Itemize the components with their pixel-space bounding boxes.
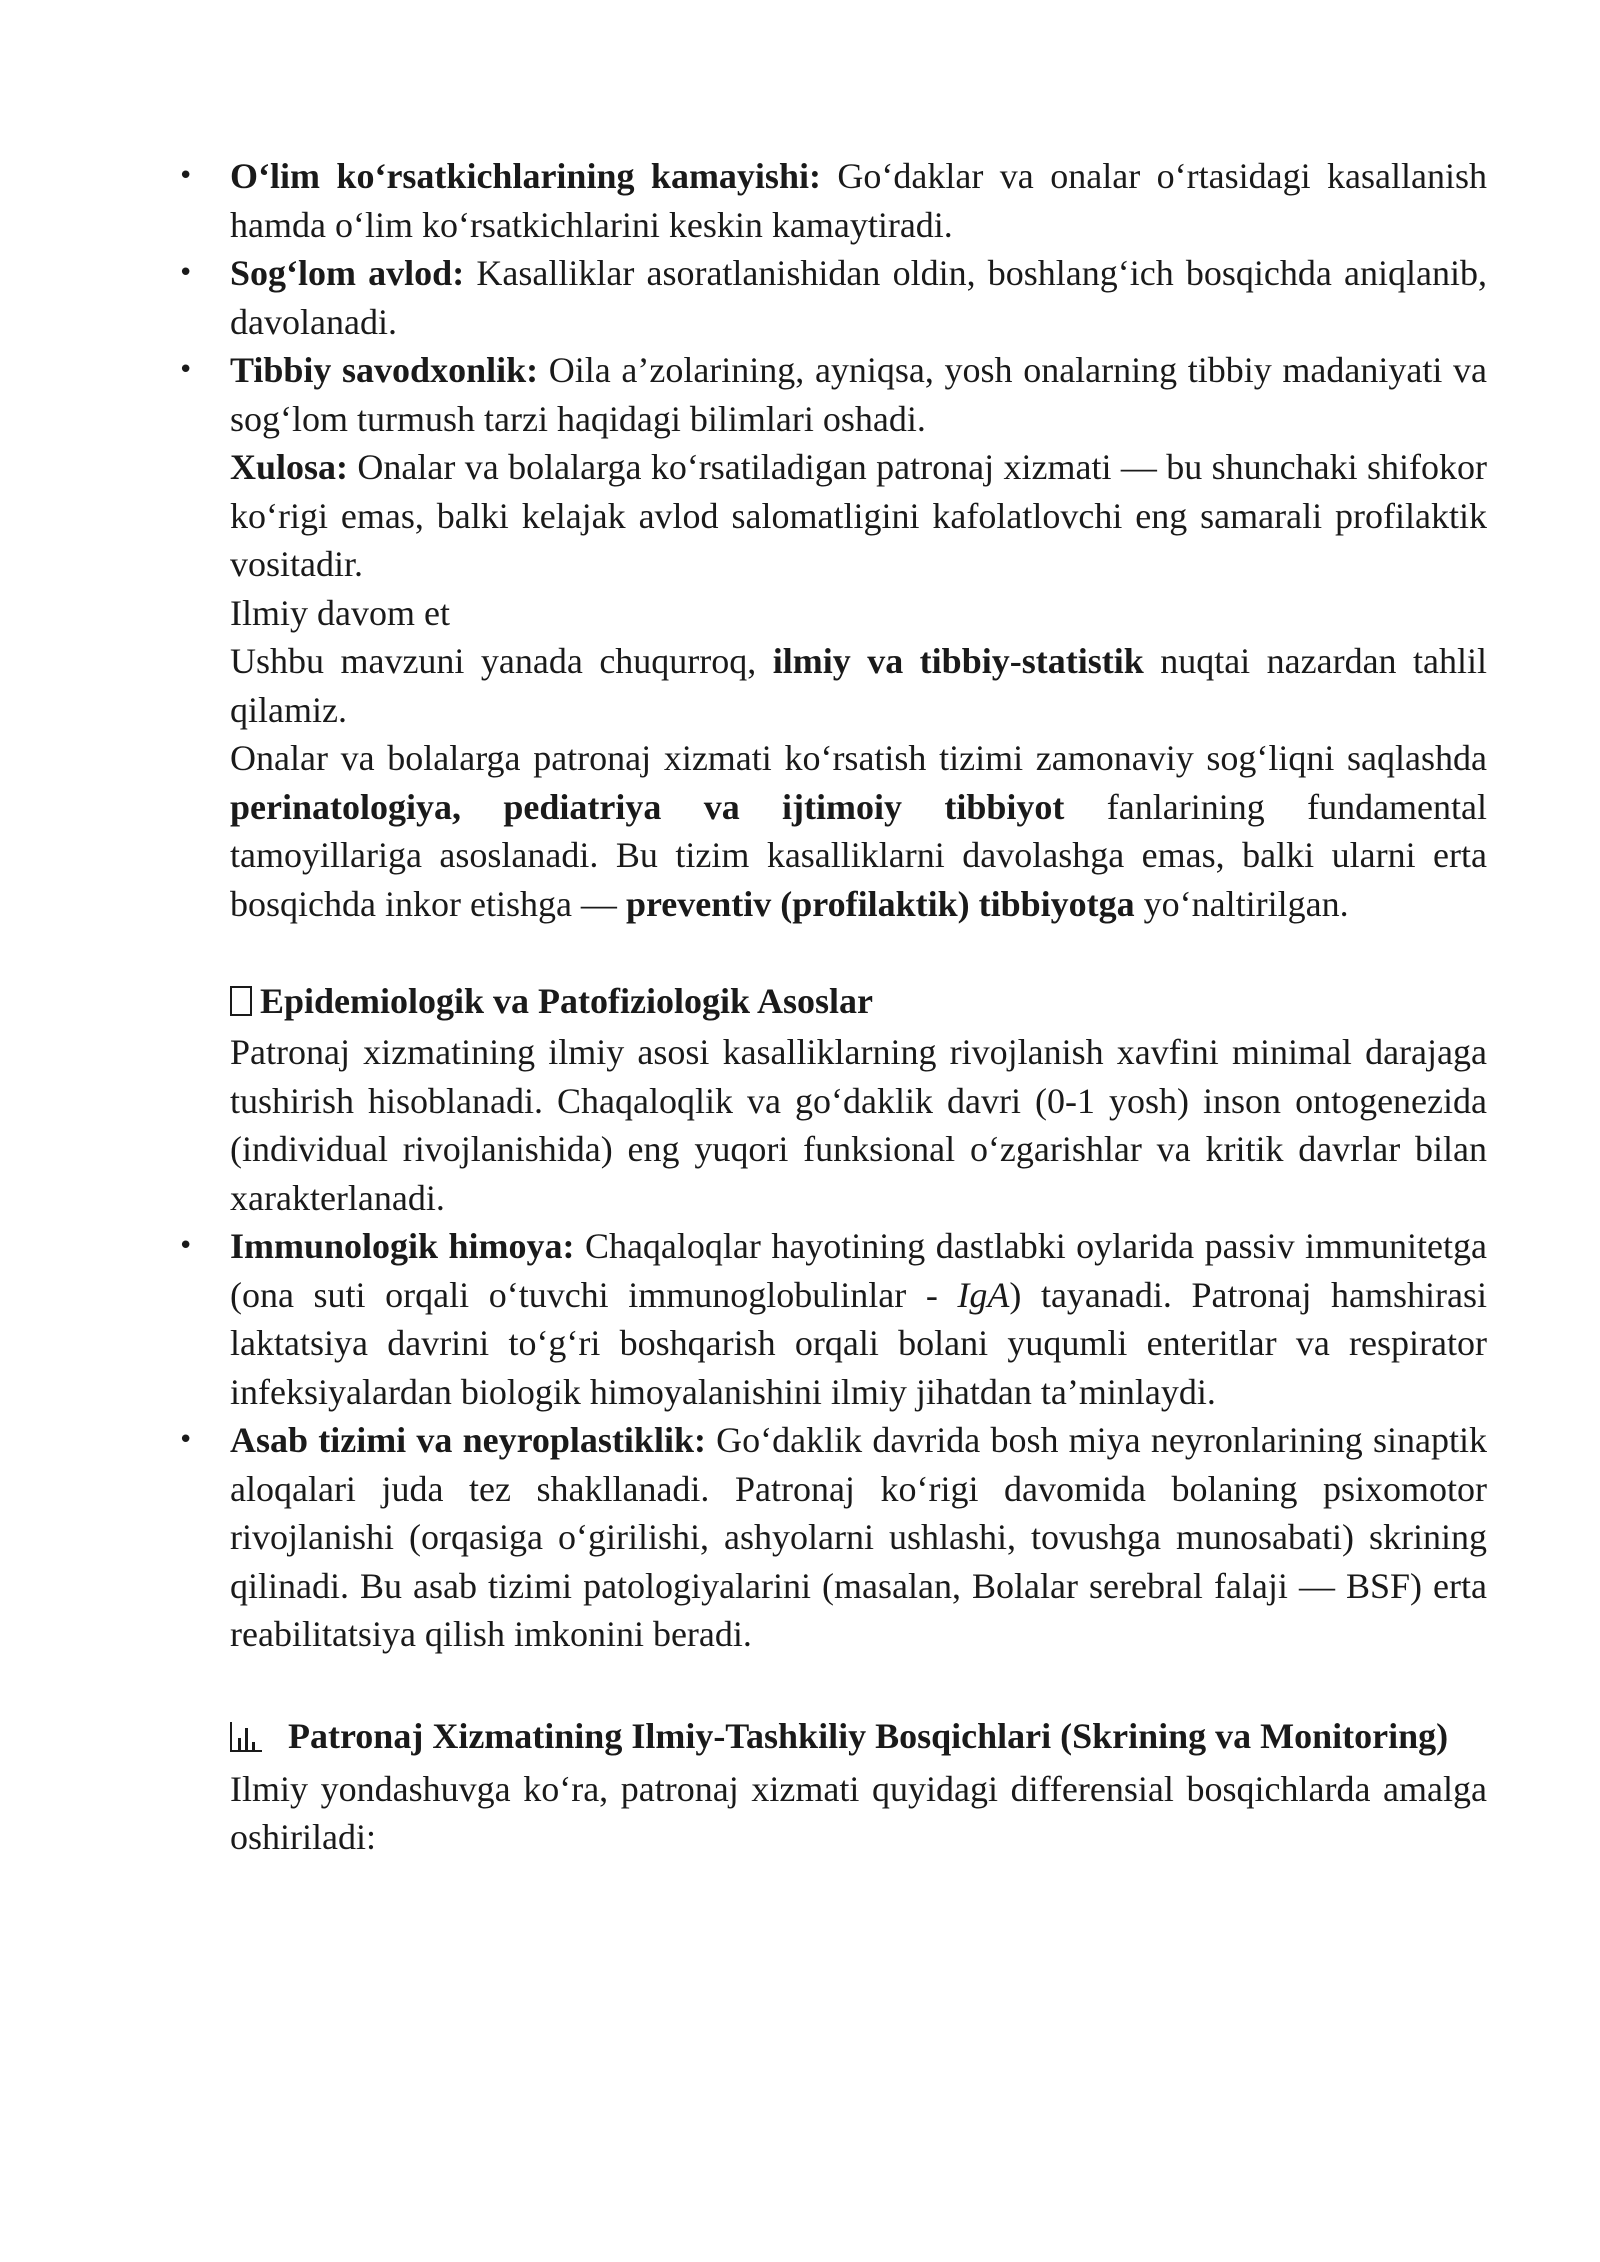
bullet-term: Tibbiy savodxonlik:	[230, 350, 539, 390]
bullet-icon: •	[178, 161, 194, 191]
bullet-text: Go‘daklar va onalar o‘rtasidagi kasallanish hamda o‘lim ko‘rsatkichlarini keskin kamaytiradi.	[230, 156, 1487, 245]
basis-text: fanlarining fundamental tamoyillariga asoslanadi. Bu tizim kasalliklarni davolashga emas, balki ularni erta bosqichda inkor etishga —	[230, 786, 1488, 924]
conclusion-text: Onalar va bolalarga ko‘rsatiladigan patronaj xizmati — bu shunchaki shifokor ko‘rigi emas, balki kelajak avlod salomatligini kafolatlovchi eng samarali profilaktik vositadir.	[230, 447, 1487, 584]
bullet-text: Oila a’zolarining, ayniqsa, yosh onalarning tibbiy madaniyati va sog‘lom turmush tarzi haqidagi bilimlari oshadi.	[230, 350, 1487, 439]
bullet-text: Kasalliklar asoratlanishidan oldin, boshlang‘ich bosqichda aniqlanib, davolanadi.	[230, 253, 1487, 342]
intro-text: Ushbu mavzuni yanada chuqurroq,	[230, 641, 773, 681]
stages-paragraph: Ilmiy yondashuvga ko‘ra, patronaj xizmati quyidagi differensial bosqichlarda amalga oshiriladi:	[230, 1768, 1487, 1857]
intro-bullet-list	[178, 152, 1487, 443]
list-item	[178, 249, 1487, 346]
conclusion-label: Xulosa:	[230, 447, 349, 487]
bullet-term: Sog‘lom avlod:	[230, 253, 465, 293]
basis-paragraph	[230, 734, 1487, 928]
bullet-icon: •	[178, 258, 194, 288]
bullet-text: Chaqaloqlar hayotining dastlabki oylarida passiv immunitetga (ona suti orqali o‘tuvchi immunoglobulinlar -	[230, 1226, 1487, 1315]
intro-text: nuqtai nazardan tahlil qilamiz.	[230, 641, 1488, 730]
continue-label: Ilmiy davom et	[230, 592, 450, 633]
section-title: Epidemiologik va Patofiziologik Asoslar	[260, 981, 874, 1021]
list-item	[178, 1416, 1487, 1659]
missing-glyph-icon	[230, 986, 252, 1016]
section-heading-epidemiology	[230, 976, 1487, 1026]
list-item	[178, 1222, 1487, 1416]
basis-emphasis: perinatologiya, pediatriya va ijtimoiy tibbiyot	[230, 786, 1065, 827]
bullet-icon: •	[178, 1425, 194, 1455]
bullet-icon: •	[178, 355, 194, 385]
bullet-icon: •	[178, 1231, 194, 1261]
list-item	[178, 152, 1487, 249]
bullet-text: ) tayanadi. Patronaj hamshirasi laktatsiya davrini to‘g‘ri boshqarish orqali bolani yuqumli enteritlar va respirator infeksiyalardan biologik himoyalanishini ilmiy jihatdan ta’minlaydi.	[230, 1274, 1487, 1412]
conclusion-paragraph	[230, 443, 1487, 589]
section1-bullet-list	[178, 1222, 1487, 1659]
bullet-term: O‘lim ko‘rsatkichlarining kamayishi:	[230, 156, 821, 196]
intro-paragraph	[230, 637, 1487, 734]
bullet-term: Asab tizimi va neyroplastiklik:	[230, 1420, 706, 1460]
bullet-text: Go‘daklik davrida bosh miya neyronlarining sinaptik aloqalari juda tez shakllanadi. Patronaj ko‘rigi davomida bolaning psixomotor rivojlanishi (orqasiga o‘girilishi, ashyolarni ushlashi, tovushga munosabati) skrining qilinadi. Bu asab tizimi patologiyalarini (masalan, Bolalar serebral falaji — BSF) erta reabilitatsiya qilish imkonini beradi.	[230, 1420, 1487, 1654]
basis-text: Onalar va bolalarga patronaj xizmati ko‘rsatish tizimi zamonaviy sog‘liqni saqlashda	[230, 738, 1487, 778]
document-page	[178, 152, 1488, 1862]
section-title: Patronaj Xizmatining Ilmiy-Tashkiliy Bosqichlari (Skrining va Monitoring)	[288, 1715, 1449, 1756]
intro-emphasis: ilmiy va tibbiy-statistik	[772, 641, 1144, 681]
epidemiology-paragraph: Patronaj xizmatining ilmiy asosi kasalliklarning rivojlanish xavfini minimal darajaga tushirish hisoblanadi. Chaqaloqlik va go‘daklik davri (0-1 yosh) inson ontogenezida (individual rivojlanishida) eng yuqori funksional o‘zgarishlar va kritik davrlar bilan xarakterlanadi.	[230, 1032, 1487, 1218]
basis-text: yo‘naltirilgan.	[1134, 883, 1349, 924]
section-heading-stages	[230, 1707, 1487, 1765]
basis-emphasis: preventiv (profilaktik) tibbiyotga	[625, 883, 1135, 924]
bullet-italic: IgA	[957, 1274, 1010, 1315]
bar-chart-icon	[230, 1722, 262, 1752]
bullet-term: Immunologik himoya:	[230, 1226, 575, 1266]
list-item	[178, 346, 1487, 443]
